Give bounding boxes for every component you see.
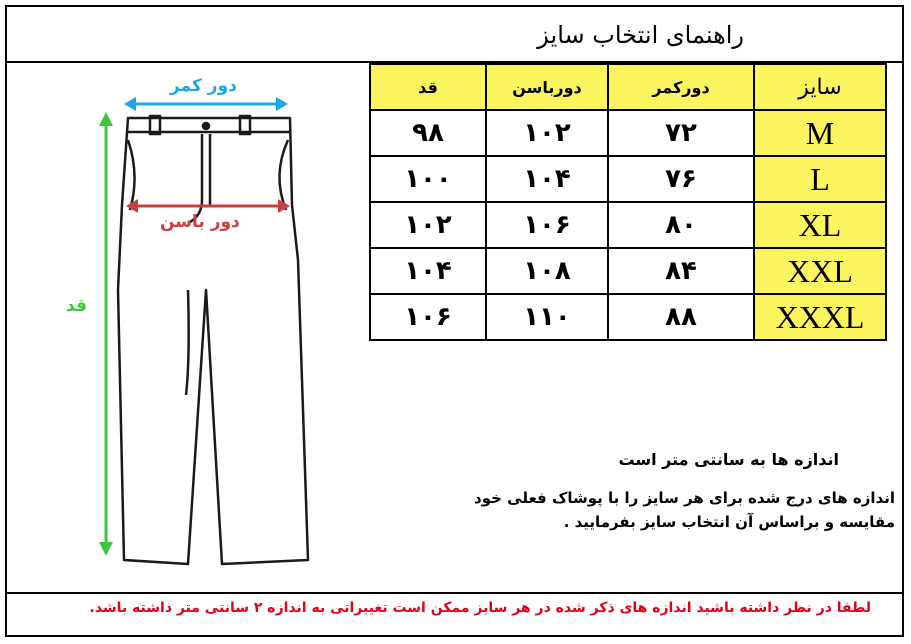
hip-arrow [126, 199, 290, 213]
page-title: راهنمای انتخاب سایز [537, 21, 744, 49]
cell-length: ۱۰۰ [370, 156, 486, 202]
cell-waist: ۸۰ [608, 202, 754, 248]
length-arrow [99, 112, 113, 556]
header-size: سایز [754, 64, 886, 110]
size-table [369, 63, 887, 341]
cell-length: ۱۰۶ [370, 294, 486, 340]
footer-warning: لطفا در نظر داشته باشید اندازه های ذکر شده در هر سایز ممکن است تغییراتی به اندازه ۲ سانتی متر داشته باشد. [89, 600, 871, 616]
instruction-note: اندازه های درج شده برای هر سایز را با پوشاک فعلی خود مقایسه و براساس آن انتخاب سایز بفرمایید . [474, 489, 895, 531]
cell-size: XL [754, 202, 886, 248]
table-row [370, 156, 886, 202]
cell-size: XXL [754, 248, 886, 294]
table-header-row [370, 64, 886, 110]
cell-waist: ۸۴ [608, 248, 754, 294]
cell-hip: ۱۰۶ [486, 202, 608, 248]
footer-divider [5, 592, 904, 594]
cell-hip: ۱۰۲ [486, 110, 608, 156]
table-row [370, 110, 886, 156]
waist-arrow [124, 97, 288, 111]
cell-size: M [754, 110, 886, 156]
unit-note: اندازه ها به سانتی متر است [618, 450, 839, 469]
pants-outline [118, 116, 308, 564]
header-waist: دورکمر [608, 64, 754, 110]
table-row [370, 294, 886, 340]
cell-hip: ۱۰۴ [486, 156, 608, 202]
title-bar [5, 5, 904, 63]
cell-length: ۱۰۲ [370, 202, 486, 248]
hip-label: دور باسن [160, 212, 240, 232]
cell-waist: ۷۶ [608, 156, 754, 202]
header-length: قد [370, 64, 486, 110]
cell-waist: ۸۸ [608, 294, 754, 340]
pants-illustration [0, 63, 368, 591]
cell-size: L [754, 156, 886, 202]
waist-label: دور کمر [170, 76, 237, 96]
cell-size: XXXL [754, 294, 886, 340]
cell-length: ۱۰۴ [370, 248, 486, 294]
cell-waist: ۷۲ [608, 110, 754, 156]
table-row [370, 248, 886, 294]
cell-hip: ۱۱۰ [486, 294, 608, 340]
cell-length: ۹۸ [370, 110, 486, 156]
header-hip: دورباسن [486, 64, 608, 110]
cell-hip: ۱۰۸ [486, 248, 608, 294]
length-label: قد [66, 296, 87, 316]
table-row [370, 202, 886, 248]
